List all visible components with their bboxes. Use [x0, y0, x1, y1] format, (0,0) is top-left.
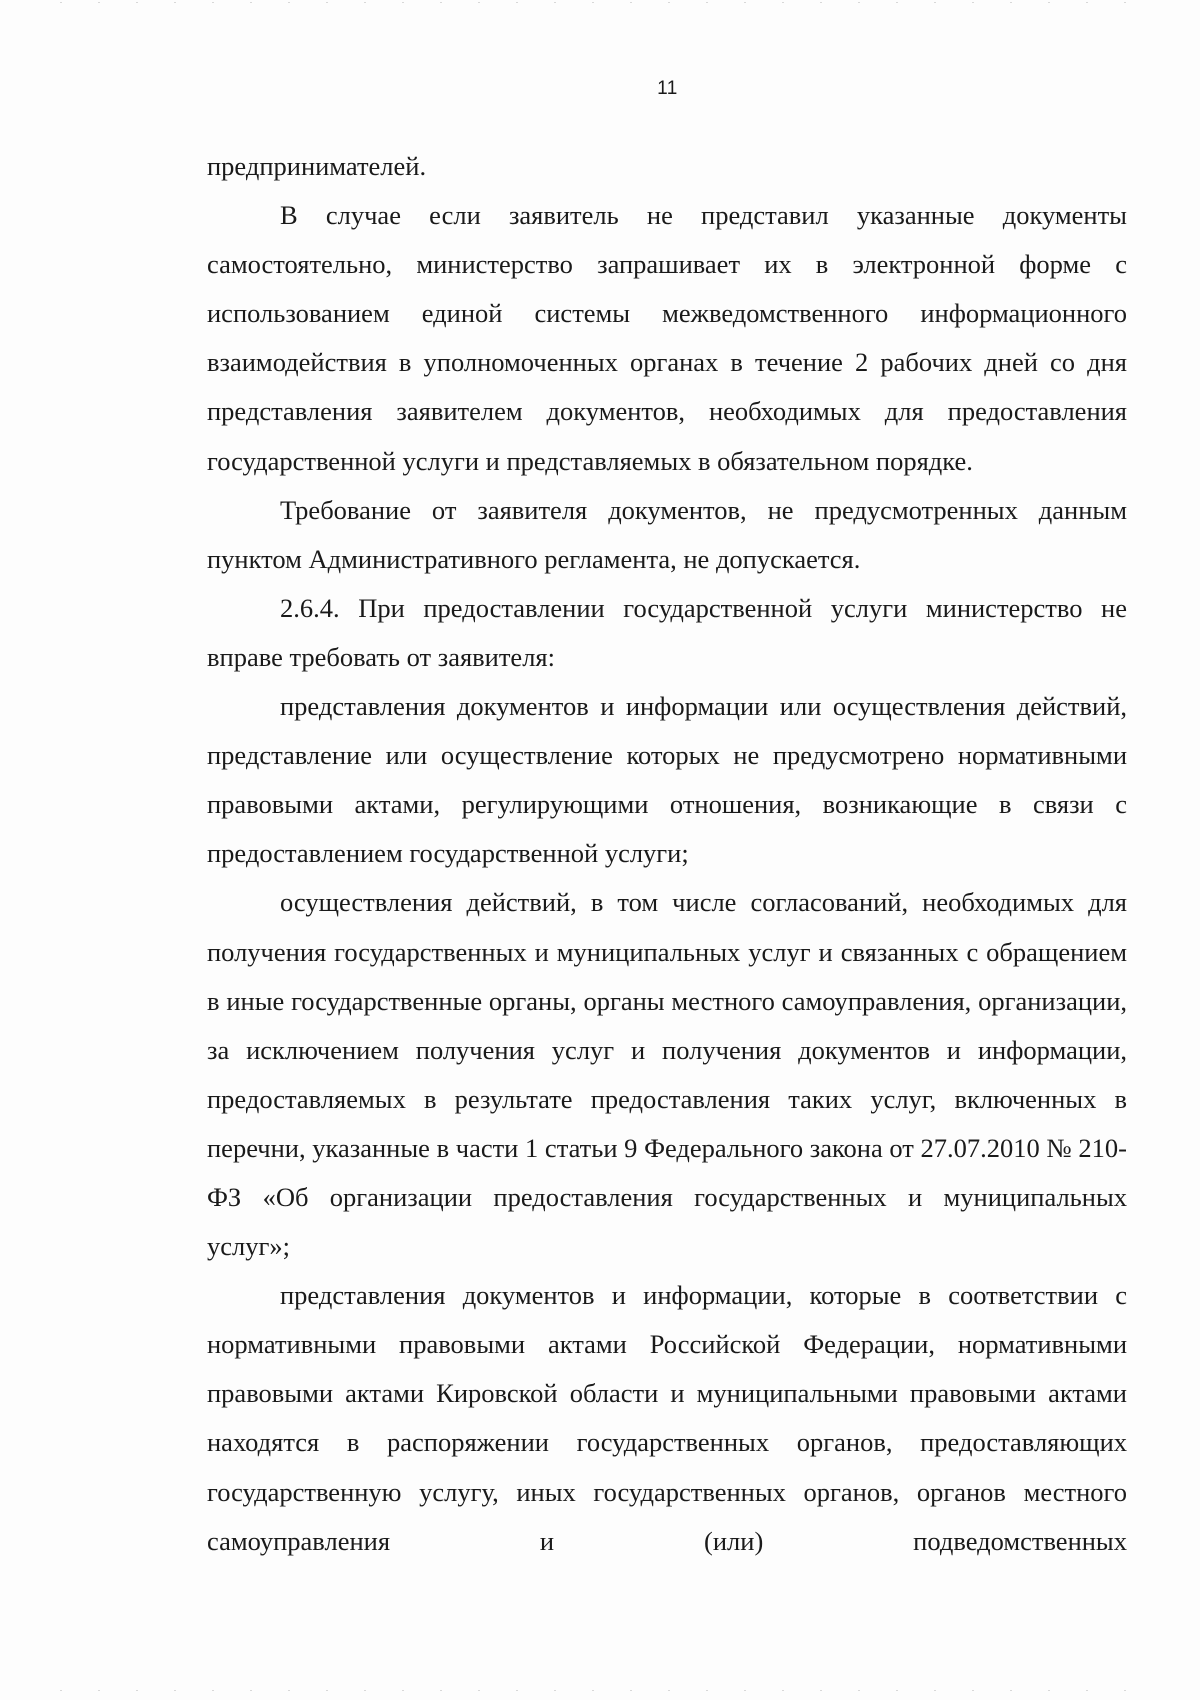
- paragraph-requirement-prohibited: Требование от заявителя документов, не предусмотренных данным пунктом Административного регламента, не допускается.: [207, 494, 1127, 574]
- page-number: 11: [657, 78, 678, 99]
- document-body: [207, 142, 1127, 1566]
- paragraph-request-documents: В случае если заявитель не представил указанные документы самостоятельно, министерство запрашивает их в электронной форме с использованием единой системы межведомственного информационного взаимодействия в уполномоченных органах в течение 2 рабочих дней со дня представления заявителем документов, необходимых для предоставления государственной услуги и представляемых в обязательном порядке.: [207, 200, 1127, 476]
- paragraph-continuation: предпринимателей.: [207, 151, 427, 181]
- paragraph-2-6-4: 2.6.4. При предоставлении государственной услуги министерство не вправе требовать от заявителя:: [207, 592, 1127, 672]
- paragraph-item-information: представления документов и информации, которые в соответствии с нормативными правовыми актами Российской Федерации, нормативными правовыми актами Кировской области и муниципальными правовыми актами находятся в распоряжении государственных органов, предоставляющих государственную услугу, иных государственных органов, органов местного самоуправления и (или) подведомственных: [207, 1280, 1127, 1556]
- scan-edge-top: [60, 2, 1140, 3]
- scan-edge-bottom: [60, 1690, 1140, 1691]
- paragraph-item-actions: осуществления действий, в том числе согласований, необходимых для получения государственных и муниципальных услуг и связанных с обращением в иные государственные органы, органы местного самоуправления, организации, за исключением получения услуг и получения документов и информации, предоставляемых в результате предоставления таких услуг, включенных в перечни, указанные в части 1 статьи 9 Федерального закона от 27.07.2010 № 210-ФЗ «Об организации предоставления государственных и муниципальных услуг»;: [207, 887, 1127, 1262]
- paragraph-item-documents: представления документов и информации или осуществления действий, представление или осуществление которых не предусмотрено нормативными правовыми актами, регулирующими отношения, возникающие в связи с предоставлением государственной услуги;: [207, 691, 1127, 869]
